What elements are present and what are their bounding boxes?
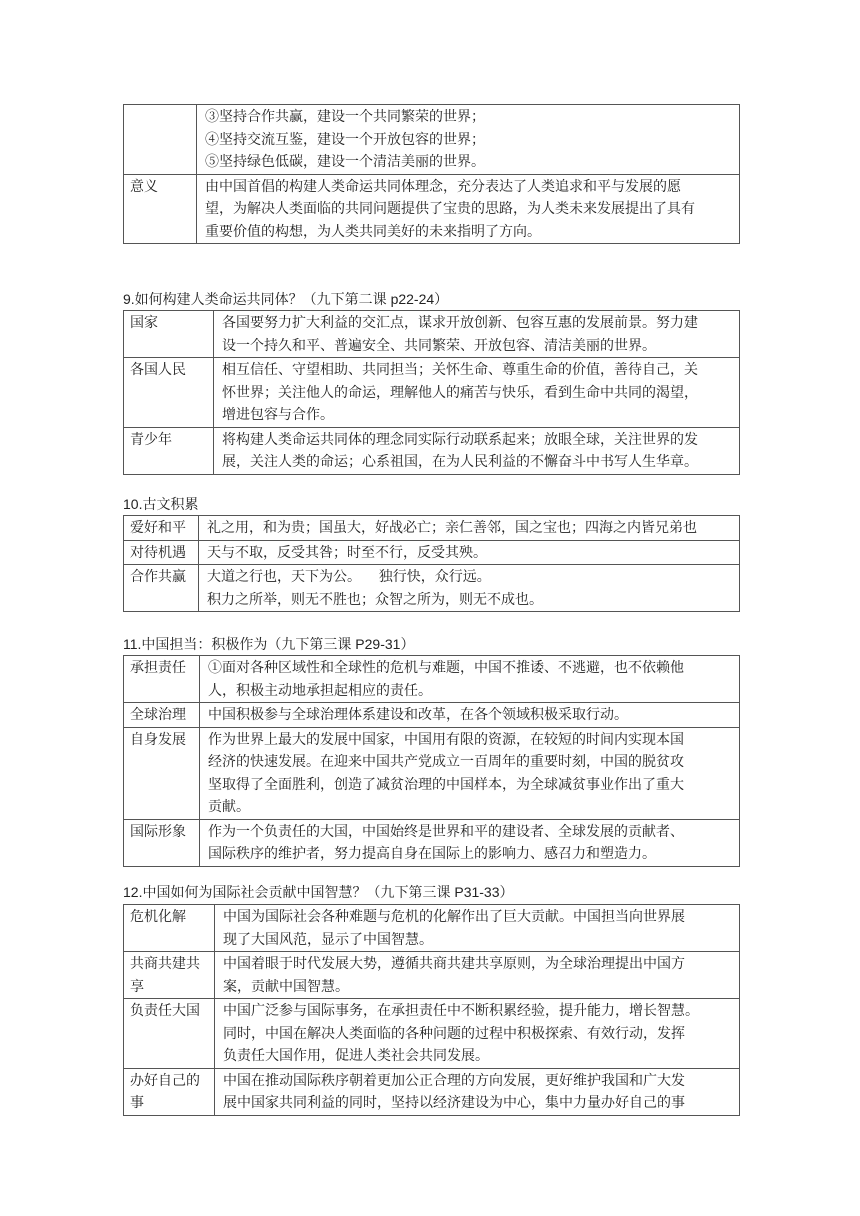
table-row [124,516,740,541]
row-label [124,905,215,952]
content-line: ④坚持交流互鉴，建设一个开放包容的世界； [205,131,485,148]
row-content [214,358,740,428]
content-line: 国际秩序的维护者，努力提高自身在国际上的影响力、感召力和塑造力。 [208,846,656,862]
content-line: 积力之所举，则无不胜也；众智之所为，则无不成也。 [207,591,543,608]
row-label: 青少年 [124,427,214,474]
section-title: 10.古文积累 [123,496,199,512]
row-label [124,105,197,175]
content-line: 贡献。 [208,799,250,815]
row-content [200,656,740,703]
content-line: 作为世界上最大的发展中国家，中国用有限的资源，在较短的时间内实现本国 [208,731,684,748]
table-row [124,905,740,952]
section-title: 12.中国如何为国际社会贡献中国智慧？（九下第三课 P31-33） [123,884,514,900]
row-label: 爱好和平 [124,516,199,541]
content-line: ⑤坚持绿色低碳，建设一个清洁美丽的世界。 [205,154,485,170]
table-section-10 [123,515,740,612]
table-row [124,819,740,866]
row-content [215,952,740,999]
content-line: 展，关注人类的命运；心系祖国，在为人民利益的不懈奋斗中书写人生华章。 [222,454,698,470]
table-section-9 [123,310,740,475]
content-line: 负责任大国作用，促进人类社会共同发展。 [223,1048,489,1064]
content-line: 望，为解决人类面临的共同问题提供了宝贵的思路，为人类未来发展提出了具有 [205,201,695,217]
row-label [124,952,215,999]
label-line: 危机化解 [130,909,186,925]
row-content [200,727,740,819]
row-content [200,819,740,866]
row-content [214,311,740,358]
content-line: ①面对各种区域性和全球性的危机与难题，中国不推诿、不逃避，也不依赖他 [208,660,684,676]
table-row [124,311,740,358]
content-line: 各国要努力扩大利益的交汇点，谋求开放创新、包容互惠的发展前景。努力建 [222,315,698,331]
row-content [197,105,740,175]
label-line: 负责任大国 [130,1003,200,1019]
table-row [124,358,740,428]
row-label: 国家 [124,311,214,358]
row-label: 国际形象 [124,819,200,866]
content-line: 中国为国际社会各种难题与危机的化解作出了巨大贡献。中国担当向世界展 [223,909,685,925]
table-row [124,427,740,474]
content-line: 同时，中国在解决人类面临的各种问题的过程中积极探索、有效行动，发挥 [223,1025,685,1042]
row-label: 自身发展 [124,727,200,819]
content-line: 中国广泛参与国际事务，在承担责任中不断积累经验，提升能力，增长智慧。 [223,1003,699,1019]
content-line: 中国在推动国际秩序朝着更加公正合理的方向发展，更好维护我国和广大发 [223,1072,685,1089]
content-line: 大道之行也，天下为公。 独行快，众行远。 [207,569,491,585]
row-content [200,703,740,728]
row-label: 意义 [124,174,197,244]
row-content [215,1068,740,1115]
table-row [124,727,740,819]
label-line: 享 [130,978,144,995]
label-line: 事 [130,1095,144,1111]
row-content [215,905,740,952]
content-line: 相互信任、守望相助、共同担当；关怀生命、尊重生命的价值，善待自己，关 [222,362,698,378]
content-line: 中国着眼于时代发展大势，遵循共商共建共享原则，为全球治理提出中国方 [223,956,685,972]
content-line: 天与不取，反受其咎；时至不行，反受其殃。 [207,544,487,561]
table-row [124,540,740,565]
row-label [124,999,215,1069]
row-content [197,174,740,244]
label-line: 办好自己的 [130,1072,200,1089]
content-line: 作为一个负责任的大国，中国始终是世界和平的建设者、全球发展的贡献者、 [208,823,684,840]
table-row [124,999,740,1069]
row-content [199,565,740,612]
content-line: 重要价值的构想，为人类共同美好的未来指明了方向。 [205,223,541,240]
content-line: 设一个持久和平、普遍安全、共同繁荣、开放包容、清洁美丽的世界。 [222,337,656,354]
content-line: 怀世界；关注他人的命运，理解他人的痛苦与快乐，看到生命中共同的渴望， [222,384,698,401]
content-line: 中国积极参与全球治理体系建设和改革，在各个领域积极采取行动。 [208,707,628,723]
content-line: 经济的快速发展。在迎来中国共产党成立一百周年的重要时刻，中国的脱贫攻 [208,754,684,770]
row-label: 全球治理 [124,703,200,728]
row-label [124,1068,215,1115]
content-line: 由中国首倡的构建人类命运共同体理念，充分表达了人类追求和平与发展的愿 [205,178,681,195]
table-row [124,1068,740,1115]
row-label: 合作共赢 [124,565,199,612]
label-line: 共商共建共 [130,956,200,972]
content-line: 案，贡献中国智慧。 [223,978,349,995]
table-section-11 [123,655,740,867]
row-label: 承担责任 [124,656,200,703]
row-content [199,516,740,541]
row-content [215,999,740,1069]
row-content [199,540,740,565]
content-line: 坚取得了全面胜利，创造了减贫治理的中国样本，为全球减贫事业作出了重大 [208,776,684,793]
row-content [214,427,740,474]
content-line: ③坚持合作共赢，建设一个共同繁荣的世界； [205,109,485,125]
row-label: 对待机遇 [124,540,199,565]
content-line: 现了大国风范，显示了中国智慧。 [223,931,433,948]
content-line: 将构建人类命运共同体的理念同实际行动联系起来；放眼全球，关注世界的发 [222,431,698,448]
table-row [124,656,740,703]
content-line: 人，积极主动地承担起相应的责任。 [208,682,432,699]
content-line: 展中国家共同利益的同时，坚持以经济建设为中心，集中力量办好自己的事 [223,1095,685,1111]
table-top [123,104,740,244]
content-line: 增进包容与合作。 [222,407,334,423]
table-section-12 [123,904,740,1116]
row-label: 各国人民 [124,358,214,428]
table-row [124,952,740,999]
section-title: 11.中国担当：积极作为（九下第三课 P29-31） [123,636,415,652]
table-row [124,703,740,728]
table-row [124,174,740,244]
content-line: 礼之用，和为贵；国虽大，好战必亡；亲仁善邻，国之宝也；四海之内皆兄弟也 [207,520,697,536]
table-row [124,105,740,175]
table-row [124,565,740,612]
section-title: 9.如何构建人类命运共同体？（九下第二课 p22-24） [123,291,449,307]
